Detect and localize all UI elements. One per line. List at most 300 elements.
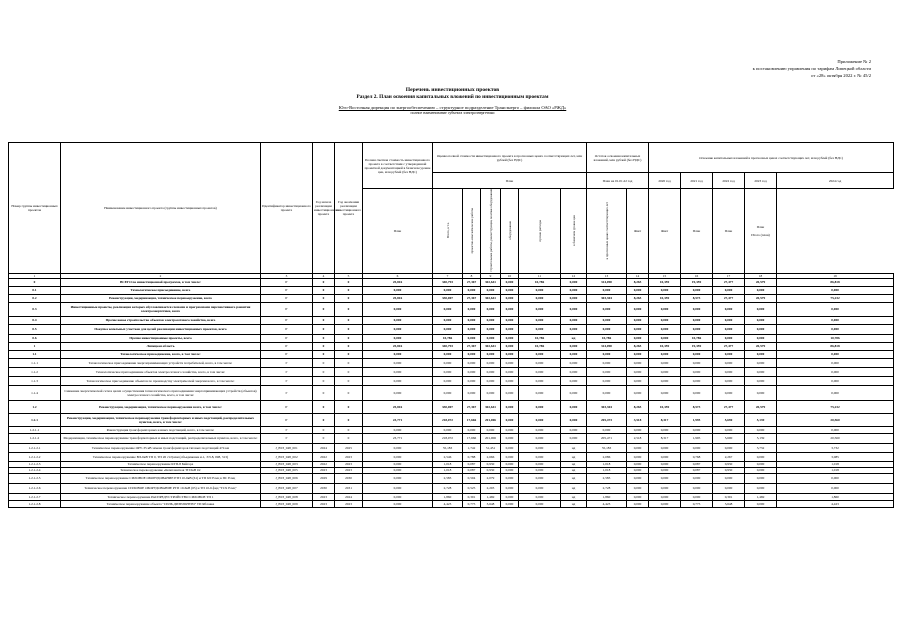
table-cell: 8,317 [649, 433, 681, 443]
table-cell: 2023 [335, 452, 363, 461]
table-cell: 1,018 [433, 467, 463, 473]
header-sub-base: в базисном уровне цен [561, 189, 587, 274]
table-cell: 2023 [335, 461, 363, 467]
table-cell: 1,860 [587, 493, 627, 500]
row-number-cell: 1.2.1.2.5 [9, 473, 61, 483]
project-name-cell: Технологическое присоединение, всего, в том числе: [61, 350, 261, 358]
table-cell: 0,000 [627, 461, 649, 467]
table-cell: 2022 [313, 461, 335, 467]
table-cell: 2025 [335, 443, 363, 452]
table-cell: нд [561, 493, 587, 500]
table-cell: 330,007 [433, 294, 463, 302]
table-cell: 0,000 [777, 324, 894, 334]
table-cell: 0,000 [561, 302, 587, 316]
table-cell: 5,690 [713, 413, 745, 426]
table-cell: 10,359 [649, 294, 681, 302]
table-cell: 0,000 [627, 376, 649, 385]
table-cell: 20,579 [745, 400, 777, 413]
table-header [9, 143, 894, 279]
table-cell: 0 [313, 286, 335, 294]
table-cell: 0,000 [501, 467, 519, 473]
header-year-2021: 2021 год [681, 173, 713, 189]
table-cell: 0,000 [561, 324, 587, 334]
project-name-cell: Реконструкция трансформаторных и иных подстанций, всего, в том числе: [61, 426, 261, 433]
row-number-cell: 0.1 [9, 286, 61, 294]
header-balance: Остаток освоения капитальных вложений, млн рублей (без НДС) [587, 143, 649, 173]
row-number-cell: 1.2.1.2.6 [9, 483, 61, 493]
project-name-cell: Техническое перевооружение «Комплектная ТП 6кВ Ос [61, 467, 261, 473]
table-cell: 0 [335, 385, 363, 400]
table-cell: нд [561, 461, 587, 467]
table-cell: 0,000 [681, 302, 713, 316]
table-cell: 8,573 [681, 294, 713, 302]
project-name-cell: Технологическое присоединение объектов электросетевого хозяйства, всего, в том числе: [61, 367, 261, 376]
table-body [9, 278, 894, 507]
column-number: 3 [261, 273, 313, 278]
table-cell: 23,771 [363, 433, 433, 443]
column-number: 16 [681, 273, 713, 278]
table-row [9, 452, 894, 461]
row-number-cell: 1.2.1 [9, 413, 61, 426]
table-cell: 2031 [335, 483, 363, 493]
table-cell: 25,816 [363, 342, 433, 350]
table-cell: 0,000 [501, 461, 519, 467]
table-cell: 8,317 [649, 413, 681, 426]
table-cell: 20,579 [745, 294, 777, 302]
table-cell: 0 [313, 413, 335, 426]
table-row [9, 483, 894, 493]
table-cell: 0,000 [649, 302, 681, 316]
table-cell: 0 [335, 433, 363, 443]
table-cell: 0 [335, 367, 363, 376]
table-cell: 0,000 [627, 483, 649, 493]
header-year-2024: 2024 год [777, 173, 894, 189]
header-total-cost: Полная сметная стоимость инвестиционного проекта в соответствии с утвержденной проектной документацией в базисном уровне цен, млн рублей (без НДС) [363, 143, 433, 189]
table-cell: 0,000 [649, 286, 681, 294]
table-cell: 0,000 [587, 358, 627, 367]
table-cell: 0 [335, 342, 363, 350]
table-cell: 0,000 [501, 443, 519, 452]
table-cell: 0,000 [681, 367, 713, 376]
table-cell: 340,793 [433, 342, 463, 350]
table-cell: 2,518 [627, 433, 649, 443]
table-cell: 0 [335, 350, 363, 358]
table-cell: 303,304 [587, 400, 627, 413]
table-cell: 0,000 [745, 316, 777, 324]
table-cell: 2023 [335, 467, 363, 473]
table-cell: J_ЮЭ_048_005 [261, 467, 313, 473]
table-cell: 0,000 [501, 473, 519, 483]
table-cell: 0,000 [649, 385, 681, 400]
table-cell: 0,000 [713, 334, 745, 342]
table-cell: 20,579 [745, 278, 777, 286]
table-cell: 0,000 [481, 426, 501, 433]
table-cell: 0,000 [561, 433, 587, 443]
table-cell: 0,000 [519, 367, 561, 376]
table-row [9, 413, 894, 426]
header-sub-smr: строительные работы, реконструкция, монтаж оборудования [481, 189, 501, 274]
table-cell: 2030 [335, 473, 363, 483]
table-cell: 10,786 [519, 334, 561, 342]
table-cell: 0,000 [587, 324, 627, 334]
table-cell: Г [261, 413, 313, 426]
table-cell: J_ЮЭ_048_001 [261, 443, 313, 452]
table-row [9, 350, 894, 358]
table-cell: 0,000 [519, 286, 561, 294]
table-cell: 205,473 [587, 413, 627, 426]
table-cell: 0,000 [561, 367, 587, 376]
column-number: 14 [627, 273, 649, 278]
table-cell: 0,000 [433, 316, 463, 324]
table-cell: 0,000 [681, 473, 713, 483]
table-cell: 0,000 [681, 358, 713, 367]
table-cell: 0,000 [519, 473, 561, 483]
table-cell: 0,087 [681, 467, 713, 473]
header-year-2020: 2020 год [649, 173, 681, 189]
table-cell: 55,183 [433, 443, 463, 452]
table-cell: 302,641 [481, 400, 501, 413]
table-row [9, 286, 894, 294]
project-name-cell: ВСЕГО по инвестиционной программе, в том числе: [61, 278, 261, 286]
table-cell: Г [261, 342, 313, 350]
table-cell: 0,000 [519, 316, 561, 324]
table-cell: 0,391 [713, 493, 745, 500]
table-cell: 0,000 [463, 302, 481, 316]
table-cell: 0,768 [681, 452, 713, 461]
table-cell: 0,775 [681, 500, 713, 507]
table-cell: J_ЮЭ_048_007 [261, 483, 313, 493]
table-cell: Г [261, 376, 313, 385]
table-cell: J_ЮЭ_048_002 [261, 452, 313, 461]
table-cell: 25,816 [363, 400, 433, 413]
project-name-cell: Покупка земельных участков для целей реализации инвестиционных проектов, всего [61, 324, 261, 334]
table-cell: 0,000 [519, 385, 561, 400]
table-cell: 2023 [313, 467, 335, 473]
table-cell: 0,000 [481, 324, 501, 334]
organization-name: Юго-Восточная дирекция по энергообеспечению – структурное подразделение Трансэнерго – филиала ОАО «РЖД» [338, 105, 567, 110]
table-cell: 0,000 [433, 350, 463, 358]
table-cell: Г [261, 433, 313, 443]
project-name-cell: Технологическое присоединение, всего [61, 286, 261, 294]
table-cell: 0,000 [777, 473, 894, 483]
table-cell: 20,560 [777, 433, 894, 443]
table-cell: 0,000 [501, 334, 519, 342]
table-cell: 0,000 [519, 376, 561, 385]
table-cell: 0,000 [519, 413, 561, 426]
table-cell: 0,000 [681, 376, 713, 385]
table-cell: 0,000 [777, 483, 894, 493]
row-number-cell: 1.2.1.2 [9, 433, 61, 443]
table-cell: 0,000 [777, 367, 894, 376]
header-plan-date: План на 01.01.22 год [587, 173, 649, 189]
appendix-number: Приложение № 2 [837, 59, 871, 64]
table-cell: Г [261, 324, 313, 334]
column-number: 13 [587, 273, 627, 278]
table-cell: 0,000 [745, 376, 777, 385]
table-cell: 1,742 [463, 443, 481, 452]
project-name-cell: Прочие инвестиционные проекты, всего [61, 334, 261, 342]
table-cell: 0,000 [501, 433, 519, 443]
table-cell: 0,087 [463, 461, 481, 467]
table-cell: J_ЮЭ_048_009 [261, 500, 313, 507]
table-cell: 0,000 [745, 350, 777, 358]
table-cell: 0,000 [587, 385, 627, 400]
organization-caption: полное наименование субъекта электроэнергетики [410, 111, 495, 115]
table-cell: 4,423 [433, 500, 463, 507]
table-cell: 0,000 [463, 334, 481, 342]
row-number-cell: 1.2.1.2.1 [9, 443, 61, 452]
table-cell: 0,000 [363, 350, 433, 358]
table-cell: J_ЮЭ_048_008 [261, 493, 313, 500]
table-cell: 0,000 [363, 334, 433, 342]
table-row [9, 294, 894, 302]
header-sub-total: Всего, в т.ч. [433, 189, 463, 274]
table-cell: 0,000 [501, 483, 519, 493]
table-cell: 0,000 [561, 358, 587, 367]
table-cell: 23,771 [363, 413, 433, 426]
table-cell: 0,000 [433, 385, 463, 400]
table-cell: 0 [335, 334, 363, 342]
table-cell: 10,359 [649, 400, 681, 413]
table-cell: 0 [313, 433, 335, 443]
table-cell: 75,232 [777, 400, 894, 413]
column-number: 2 [61, 273, 261, 278]
table-cell: 0,000 [501, 294, 519, 302]
header-plan-cost: План [363, 189, 433, 274]
table-cell: нд [561, 500, 587, 507]
table-cell: 0,000 [649, 367, 681, 376]
row-number-cell: 0.2 [9, 294, 61, 302]
table-cell: 0 [313, 342, 335, 350]
column-number: 8 [463, 273, 481, 278]
table-cell: 0,000 [481, 302, 501, 316]
table-cell: 0,930 [481, 461, 501, 467]
table-cell: 27,477 [713, 278, 745, 286]
table-cell: 0 [335, 286, 363, 294]
table-cell: Г [261, 426, 313, 433]
table-cell: 0,000 [501, 426, 519, 433]
table-cell: 0,000 [681, 426, 713, 433]
table-cell: 0,000 [681, 443, 713, 452]
table-cell: 0 [313, 367, 335, 376]
table-cell: 0,000 [627, 385, 649, 400]
row-number-cell: 1.2.1.2.8 [9, 500, 61, 507]
project-name-cell: Техническое перевооружение КТП-8 Байгора [61, 461, 261, 467]
table-cell: Г [261, 294, 313, 302]
table-cell: 0,000 [519, 350, 561, 358]
project-name-cell: Техническое перевооружение СИЛОВОЕ ОБОРУДОВАНИЕ РТП 10-6кВ (65) и ТП 10-6 фид "ТСХ Елец" [61, 483, 261, 493]
table-cell: 201,006 [481, 433, 501, 443]
table-cell: 0,000 [745, 473, 777, 483]
table-cell: 0,000 [627, 367, 649, 376]
table-cell: 0,000 [433, 324, 463, 334]
table-cell: 314,090 [587, 342, 627, 350]
table-cell: 51,451 [481, 443, 501, 452]
table-cell: 27,367 [463, 278, 481, 286]
table-cell: 0 [335, 302, 363, 316]
row-number-cell: 0.5 [9, 324, 61, 334]
table-cell: 0 [335, 376, 363, 385]
table-cell: 0,000 [561, 342, 587, 350]
column-number: 5 [335, 273, 363, 278]
table-cell: 0 [313, 350, 335, 358]
table-cell: 0,000 [745, 367, 777, 376]
document-titles [0, 86, 905, 116]
table-cell: 10,359 [649, 278, 681, 286]
header-plan: План [433, 173, 587, 189]
appendix-block [753, 58, 871, 79]
table-cell: 0,000 [481, 334, 501, 342]
table-cell: 2029 [313, 473, 335, 483]
table-cell: 0,000 [745, 334, 777, 342]
table-cell: 3,518 [627, 413, 649, 426]
table-cell: 0,000 [713, 324, 745, 334]
header-project-name: Наименование инвестиционного проекта (группы инвестиционных проектов) [61, 143, 261, 274]
table-cell: 0,000 [561, 400, 587, 413]
table-cell: 302,641 [481, 278, 501, 286]
table-cell: 10,786 [681, 334, 713, 342]
table-cell: Г [261, 400, 313, 413]
table-cell: 0,000 [745, 483, 777, 493]
table-cell: 0,000 [777, 286, 894, 294]
table-cell: 3,648 [713, 500, 745, 507]
table-cell: нд [561, 473, 587, 483]
table-cell: 0,000 [649, 452, 681, 461]
table-cell: нд [561, 443, 587, 452]
table-cell: 10,786 [519, 278, 561, 286]
table-cell: 0,000 [649, 334, 681, 342]
table-cell: 0,000 [561, 426, 587, 433]
table-cell: 2,583 [587, 473, 627, 483]
table-cell: 0,000 [501, 452, 519, 461]
table-row [9, 385, 894, 400]
table-cell: 201,006 [481, 413, 501, 426]
column-number: 7 [433, 273, 463, 278]
table-cell: 8,265 [627, 278, 649, 286]
table-cell: Г [261, 278, 313, 286]
appendix-date: от «28» октября 2022 г. № 45/2 [811, 73, 871, 78]
table-cell: 0,000 [363, 385, 433, 400]
table-cell: 303,304 [587, 294, 627, 302]
table-cell: 0,000 [519, 426, 561, 433]
header-plan-2023: План [713, 189, 745, 274]
table-cell: 27,367 [463, 294, 481, 302]
table-cell: 0,000 [561, 350, 587, 358]
table-cell: 2,079 [481, 473, 501, 483]
row-number-cell: 1.1.4 [9, 385, 61, 400]
table-cell: 0,000 [713, 302, 745, 316]
table-cell: 0,000 [627, 324, 649, 334]
table-cell: Г [261, 385, 313, 400]
table-cell: 0,000 [501, 302, 519, 316]
table-cell: 0,000 [681, 483, 713, 493]
table-cell: 0,000 [501, 493, 519, 500]
project-name-cell: Технологическое присоединение энергопринимающих устройств потребителей, всего, в том числе: [61, 358, 261, 367]
table-cell: 0,391 [463, 493, 481, 500]
row-number-cell: 1.2.1.1 [9, 426, 61, 433]
table-cell: 0,000 [363, 286, 433, 294]
table-cell: 0,000 [745, 324, 777, 334]
column-number: 6 [363, 273, 433, 278]
table-cell: нд [561, 483, 587, 493]
table-cell: 0,000 [713, 350, 745, 358]
table-cell: 0 [313, 400, 335, 413]
table-cell: 0,000 [627, 286, 649, 294]
table-cell: 2,546 [433, 452, 463, 461]
table-cell: 0,000 [649, 493, 681, 500]
table-cell: 0,000 [363, 467, 433, 473]
table-cell: нд [561, 334, 587, 342]
table-cell: 0,000 [481, 350, 501, 358]
table-cell: 0,000 [627, 452, 649, 461]
table-cell: 0,000 [501, 385, 519, 400]
column-number: 19 [777, 273, 894, 278]
project-name-cell: Реконструкция, модернизация, техническое перевооружение всего, в том числе: [61, 400, 261, 413]
table-cell: нд [561, 452, 587, 461]
table-cell: 330,007 [433, 400, 463, 413]
table-cell: 0,000 [363, 473, 433, 483]
table-cell: 2030 [313, 483, 335, 493]
table-cell: 0,000 [561, 413, 587, 426]
table-cell: 3,648 [481, 500, 501, 507]
table-cell: 0,000 [745, 461, 777, 467]
header-sub-equipment: оборудование [501, 189, 519, 274]
table-cell: 0,000 [519, 400, 561, 413]
table-cell: 0,000 [627, 500, 649, 507]
table-cell: 0,000 [587, 316, 627, 324]
table-cell: 2,666 [481, 452, 501, 461]
table-cell: Г [261, 350, 313, 358]
row-number-cell: 0.4 [9, 316, 61, 324]
project-name-cell: Снижение энергетической сети в целях осуществления технологического присоединения энергопринимающих устройств (объектов) электросетевого хозяйства, всего, в том числе: [61, 385, 261, 400]
header-plan-2022: План [681, 189, 713, 274]
table-cell: 19,359 [681, 278, 713, 286]
table-cell: 0,000 [713, 376, 745, 385]
table-cell: 0 [313, 294, 335, 302]
table-cell: 0,000 [713, 316, 745, 324]
table-cell: 5,139 [745, 413, 777, 426]
table-cell: 205,471 [587, 433, 627, 443]
table-cell: 0 [313, 385, 335, 400]
table-cell: 0,000 [713, 473, 745, 483]
table-cell: 5,139 [745, 433, 777, 443]
table-cell: 0,000 [363, 302, 433, 316]
table-cell: 27,477 [713, 342, 745, 350]
row-number-cell: 0 [9, 278, 61, 286]
table-cell: 0,000 [587, 302, 627, 316]
table-cell: 2,267 [713, 452, 745, 461]
table-cell: 0,000 [463, 367, 481, 376]
table-cell: 8,265 [627, 400, 649, 413]
project-name-cell: Инвестиционные проекты, реализация которых обуславливается схемами и программами перспективного развития электроэнергетики, всего [61, 302, 261, 316]
table-cell: 0,000 [519, 467, 561, 473]
table-cell: 0 [335, 316, 363, 324]
header-fact-2021: Факт [649, 189, 681, 274]
table-cell: 0,000 [363, 493, 433, 500]
column-number: 9 [481, 273, 501, 278]
table-row [9, 433, 894, 443]
table-cell: 0,000 [481, 286, 501, 294]
table-cell: 2023 [313, 493, 335, 500]
table-cell: 0,000 [627, 467, 649, 473]
table-cell: 0,000 [627, 473, 649, 483]
table-cell: 0,000 [561, 316, 587, 324]
table-cell: 0,930 [713, 461, 745, 467]
table-row [9, 278, 894, 286]
table-cell: 10,786 [777, 334, 894, 342]
table-row [9, 473, 894, 483]
table-cell: 0,087 [681, 461, 713, 467]
